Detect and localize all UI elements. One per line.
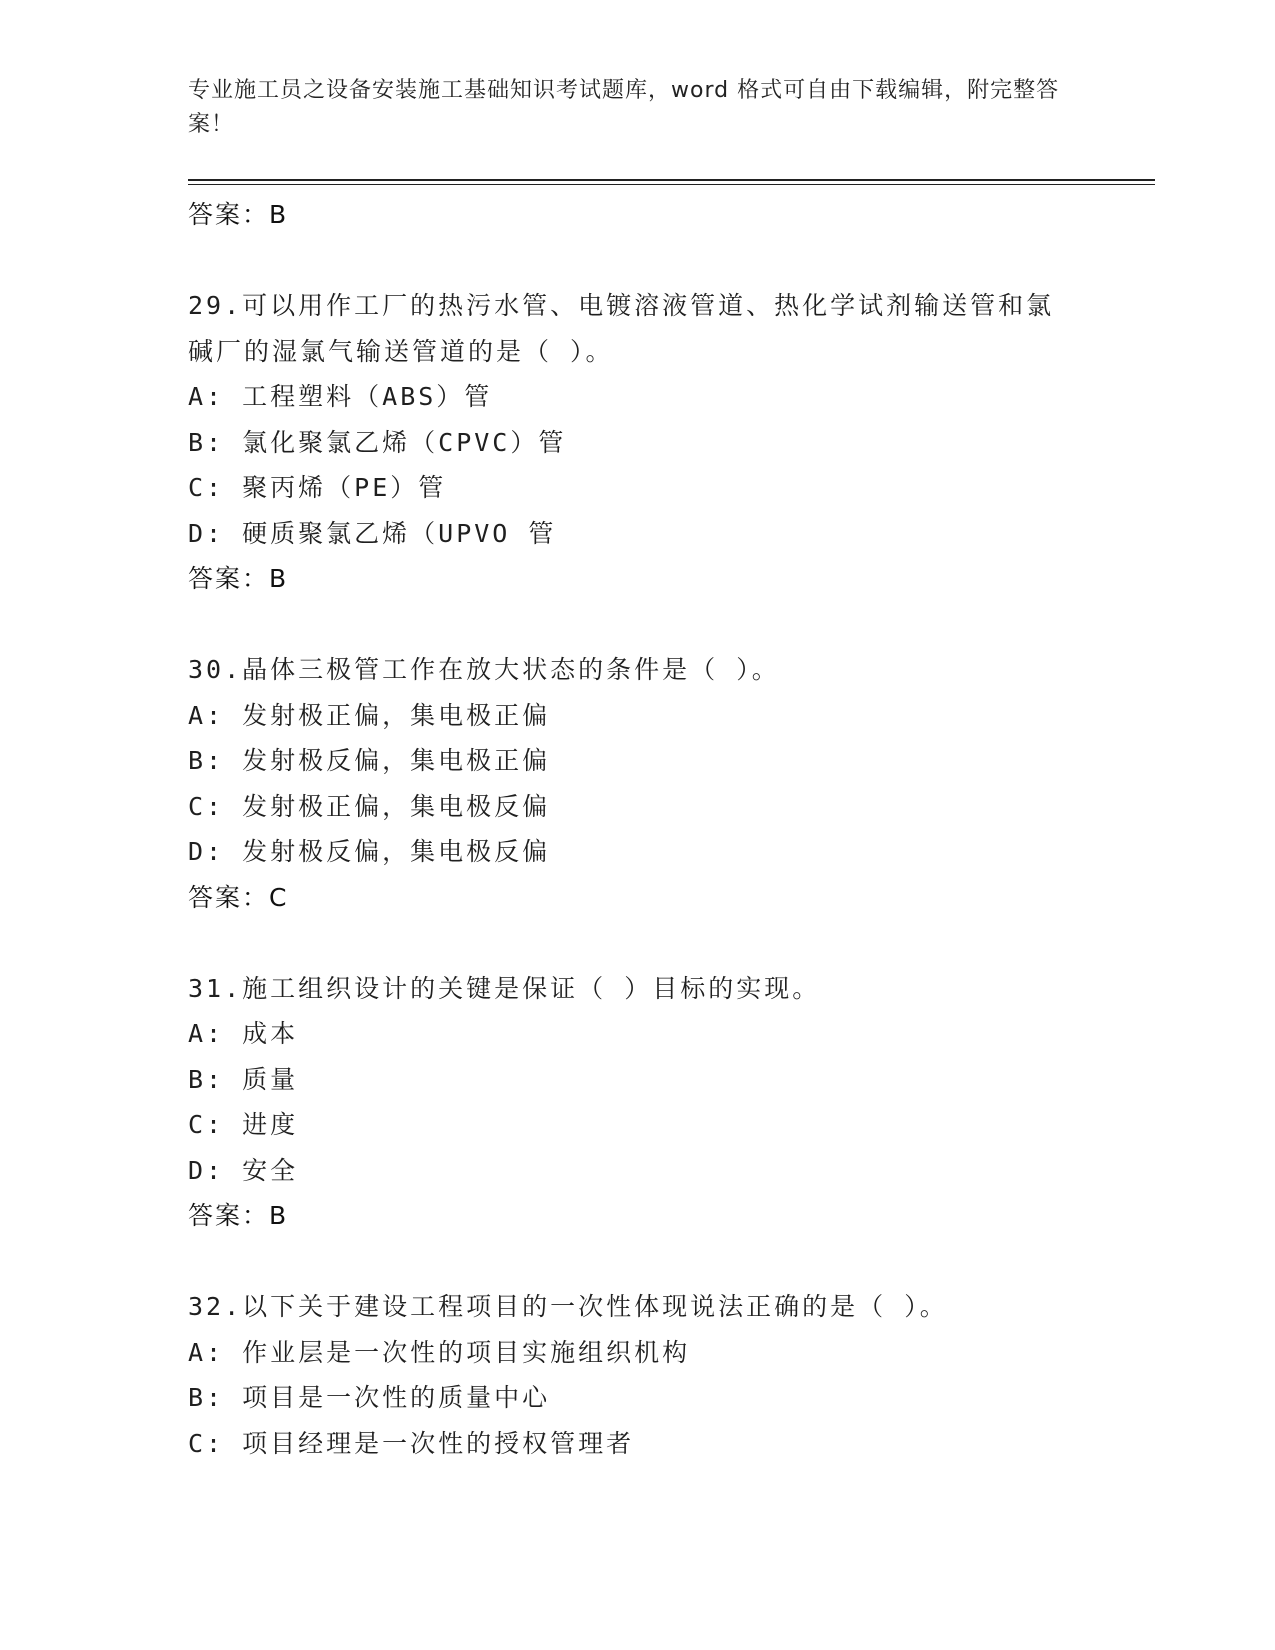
spacer [188,238,1088,284]
option-line: B: 质量 [188,1064,299,1094]
option-line: D: 硬质聚氯乙烯（UPVO 管 [188,518,557,548]
option-line: C: 聚丙烯（PE）管 [188,473,447,502]
spacer [188,920,1088,966]
option-line: C: 发射极正偏，集电极反偏 [188,791,551,821]
option-line: B: 项目是一次性的质量中心 [188,1383,551,1412]
question-list [188,192,1088,1466]
question-text: 29.可以用作工厂的热污水管、电镀溶液管道、热化学试剂输送管和氯 [188,291,1055,320]
document-header: 专业施工员之设备安装施工基础知识考试题库，word 格式可自由下载编辑，附完整答案！ [188,78,1060,137]
option-line: A: 工程塑料（ABS）管 [188,382,493,411]
option-line: C: 项目经理是一次性的授权管理者 [188,1428,635,1458]
header-rule-thick [188,179,1155,181]
option-line: A: 发射极正偏，集电极正偏 [188,700,551,730]
option-line: B: 发射极反偏，集电极正偏 [188,746,551,775]
option-line: D: 安全 [188,1155,299,1185]
header-rule-thin [188,184,1155,185]
question-text: 碱厂的湿氯气输送管道的是（ ）。 [188,336,614,366]
option-line: B: 氯化聚氯乙烯（CPVC）管 [188,427,567,457]
question-text: 32.以下关于建设工程项目的一次性体现说法正确的是（ ）。 [188,1292,948,1321]
question-text: 30.晶体三极管工作在放大状态的条件是（ ）。 [188,655,780,684]
question-text: 31.施工组织设计的关键是保证（ ）目标的实现。 [188,973,821,1003]
answer-line: 答案：B [188,200,289,229]
answer-line: 答案：B [188,1201,289,1230]
option-line: A: 成本 [188,1019,299,1048]
spacer [188,1239,1088,1285]
option-line: D: 发射极反偏，集电极反偏 [188,837,551,866]
spacer [188,602,1088,648]
option-line: C: 进度 [188,1110,299,1139]
option-line: A: 作业层是一次性的项目实施组织机构 [188,1337,691,1367]
answer-line: 答案：C [188,882,289,912]
answer-line: 答案：B [188,564,289,593]
